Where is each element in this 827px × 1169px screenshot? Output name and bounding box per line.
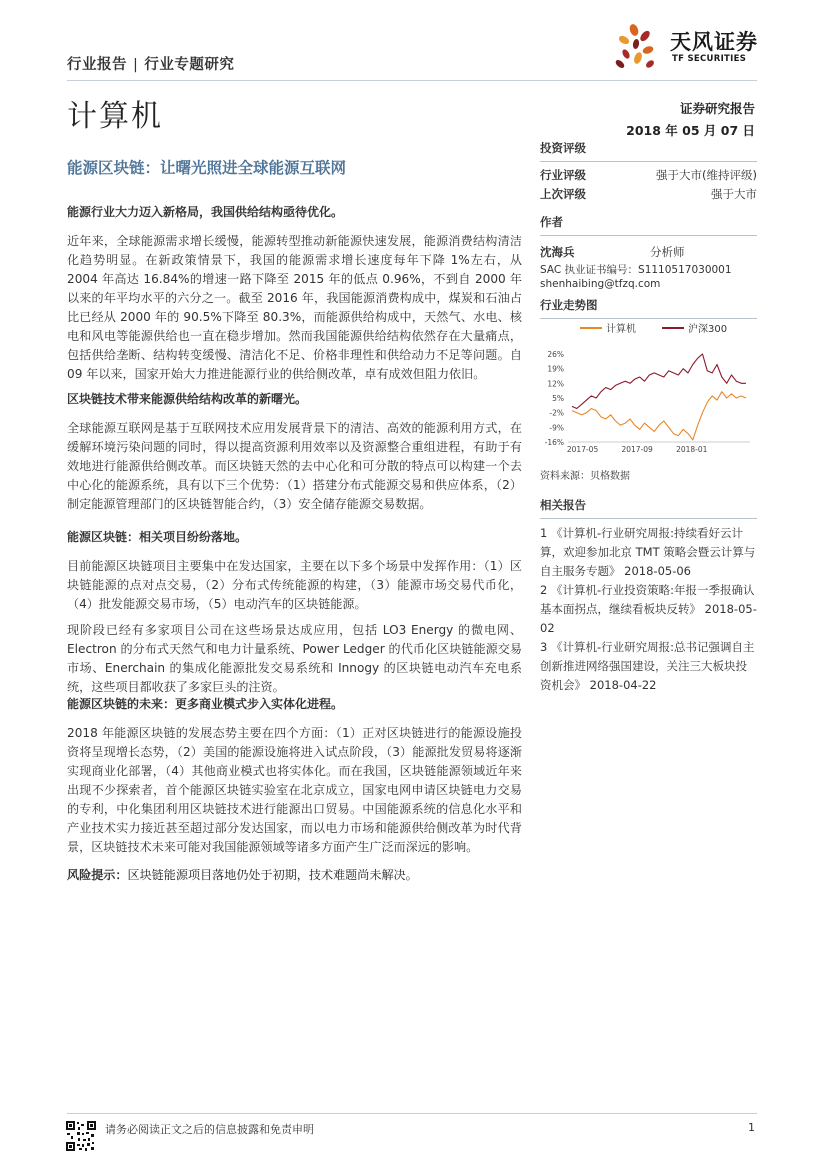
section-paragraph: 近年来，全球能源需求增长缓慢，能源转型推动新能源快速发展，能源消费结构清洁化趋势明显。在新政策情景下，我国的能源需求增长速度每年下降 1%左右，从 2004 年高达 16.84%的增速一路下降至 2015 年的低点 0.96%，不到自 2000 年以来的年平均水平的六分之一。截至 2016 年，我国能源消费构成中，煤炭和石油占比已经从 2000 年的 90.5%下降至 80.3%，而能源供给构成中，天然气、水电、核电和风电等能源供给也一直在稳步增加。然而我国能源供给结构依然存在大量痛点，包括供给垄断、结构转变缓慢、清洁化不足、价格非理性和供给动力不足等问题。自 09 年以来，国家开始大力推进能源行业的供给侧改革，卓有成效但阻力依旧。 (67, 234, 522, 381)
author-email[interactable]: shenhaibing@tfzq.com (540, 278, 661, 290)
author-row (540, 244, 757, 260)
section-heading: 区块链技术带来能源供给结构改革的新曙光。 (67, 392, 308, 406)
section-3 (67, 528, 522, 697)
related-item-date: 2018-04-22 (589, 678, 657, 692)
section-1 (67, 203, 522, 384)
rating-row (540, 184, 757, 203)
rating-value: 强于大市 (711, 186, 757, 201)
trend-heading: 行业走势图 (540, 298, 598, 312)
related-item-text: 《计算机-行业研究周报:持续看好云计算，欢迎参加北京 TMT 策略会暨云计算与自主服务专题》 (540, 526, 756, 578)
rating-row (540, 165, 757, 184)
logo-name-cn: 天风证券 (670, 30, 758, 54)
related-item-num: 3 (540, 640, 548, 654)
y-tick-label: -2% (549, 408, 564, 418)
related-list (540, 524, 757, 695)
chart-source: 资料来源：贝格数据 (540, 471, 630, 482)
x-tick-label: 2017-05 (566, 445, 599, 454)
y-tick-label: 26% (547, 350, 564, 359)
subcategory-label: 行业专题研究 (144, 57, 235, 73)
rating-divider (540, 161, 757, 162)
series-line (572, 392, 746, 440)
section-paragraph: 2018 年能源区块链的发展态势主要在四个方面：（1）正对区块链进行的能源设施投资将呈现增长态势，（2）美国的能源设施将进入试点阶段，（3）能源批发贸易将逐渐实现商业化部署，（4）其他商业模式也将实体化。而在我国，区块链能源领域近年来出现不少探索者，首个能源区块链实验室在北京成立，国家电网申请区块链电力交易的专利，中化集团利用区块链技术进行能源出口贸易。中国能源系统的信息化水平和产业技术实力接近甚至超过部分发达国家，而以电力市场和能源供给侧改革为时代背景，区块链技术未来可能对我国能源领域等诸多方面产生广泛而深远的影响。 (67, 726, 522, 854)
section-4 (67, 695, 522, 857)
qr-code-icon (65, 1120, 97, 1152)
disclaimer-text: 请务必阅读正文之后的信息披露和免责申明 (105, 1123, 314, 1136)
x-tick-label: 2017-09 (621, 445, 653, 454)
risk-note (67, 866, 522, 883)
rating-label: 行业评级 (540, 167, 586, 182)
related-panel (540, 497, 757, 695)
related-divider (540, 518, 757, 519)
author-cert: SAC 执业证书编号：S1110517030001 (540, 264, 732, 276)
section-paragraph: 全球能源互联网是基于互联网技术应用发展背景下的清洁、高效的能源利用方式，在缓解环境污染问题的同时，得以提高资源利用效率以及资源整合重组进程，有助于有效地进行能源供给侧改革。而区块链天然的去中心化和可分散的特点可以构建一个去中心化的能源系统，具有以下三个优势：（1）搭建分布式能源交易和供应体系，（2）制定能源管理部门的区块链智能合约，（3）安全储存能源交易数据。 (67, 421, 522, 511)
related-item-num: 1 (540, 526, 548, 540)
related-item-date: 2018-05-06 (624, 564, 691, 578)
related-heading: 相关报告 (540, 498, 586, 512)
legend-label: 沪深300 (688, 324, 728, 335)
report-title: 能源区块链：让曙光照进全球能源互联网 (67, 159, 347, 177)
risk-text: 区块链能源项目落地仍处于初期，技术难题尚未解决。 (127, 868, 418, 882)
y-tick-label: 19% (547, 364, 564, 374)
report-type: 证券研究报告 (679, 101, 755, 116)
author-name: 沈海兵 (540, 245, 575, 259)
related-item[interactable] (540, 638, 757, 695)
y-tick-label: -16% (544, 438, 564, 447)
section-heading: 能源区块链的未来：更多商业模式步入实体化进程。 (67, 697, 344, 711)
rating-label: 上次评级 (540, 186, 586, 201)
section-heading: 能源区块链：相关项目纷纷落地。 (67, 530, 248, 544)
author-title: 分析师 (650, 245, 685, 259)
section-paragraph: 现阶段已经有多家项目公司在这些场景达成应用，包括 LO3 Energy 的微电网、Electron 的分布式天然气和电力计量系统、Power Ledger 的代币化区块链能源交易市场、Enerchain 的集成化能源批发交易系统和 Innogy 的区块链电动汽车充电系统，这些项目都收获了多家巨头的注资。 (67, 623, 522, 694)
logo-name-en: TF SECURITIES (672, 54, 747, 64)
related-item-date: 2018-05-02 (540, 602, 757, 635)
author-panel (540, 214, 757, 290)
series-line (572, 354, 746, 409)
rating-heading: 投资评级 (540, 141, 586, 155)
trend-chart-svg (540, 316, 757, 460)
trend-chart (540, 316, 757, 460)
industry-title: 计算机 (67, 99, 163, 134)
x-tick-label: 2018-01 (676, 445, 708, 454)
section-paragraph: 目前能源区块链项目主要集中在发达国家，主要在以下多个场景中发挥作用：（1）区块链能源的点对点交易，（2）分布式传统能源的构建，（3）能源市场交易代币化，（4）批发能源交易市场，（5）电动汽车的区块链能源。 (67, 559, 522, 611)
rating-panel (540, 140, 757, 203)
section-heading: 能源行业大力迈入新格局，我国供给结构亟待优化。 (67, 205, 344, 219)
category-separator: | (133, 57, 139, 73)
rating-value: 强于大市(维持评级) (656, 167, 757, 182)
report-date: 2018 年 05 月 07 日 (626, 123, 755, 138)
header-divider (67, 80, 757, 81)
author-divider (540, 235, 757, 236)
category-label: 行业报告 (67, 57, 127, 73)
related-item-text: 《计算机-行业研究周报:总书记强调自主创新推进网络强国建设，关注三大板块投资机会》 (540, 640, 755, 692)
company-logo (612, 22, 762, 72)
logo-petals-icon (612, 22, 668, 72)
page-number: 1 (748, 1121, 755, 1134)
related-item[interactable] (540, 581, 757, 638)
risk-label: 风险提示： (67, 868, 128, 882)
section-2 (67, 390, 522, 514)
related-item[interactable] (540, 524, 757, 581)
legend-label: 计算机 (606, 324, 636, 335)
report-category (67, 53, 234, 74)
y-tick-label: 12% (547, 379, 564, 389)
related-item-text: 《计算机-行业投资策略:年报一季报确认基本面拐点，继续看板块反转》 (540, 583, 755, 616)
related-item-num: 2 (540, 583, 548, 597)
y-tick-label: 5% (552, 394, 564, 403)
footer-divider (67, 1113, 757, 1114)
author-heading: 作者 (540, 215, 563, 229)
y-tick-label: -9% (549, 423, 564, 433)
